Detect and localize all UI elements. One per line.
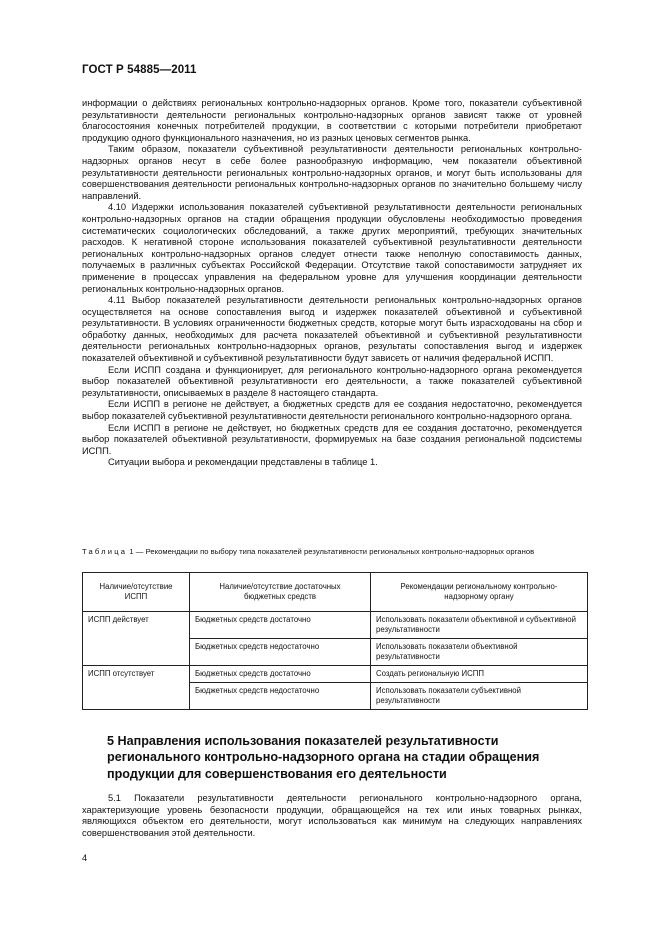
recommendations-table <box>82 572 588 710</box>
table-header-row <box>83 573 588 612</box>
section-5-heading: 5 Направления использования показателей результативности регионального контрольно-надзорного органа на стадии обращения продукции для совершенствования его деятельности <box>107 734 540 781</box>
cell-recommendation: Использовать показатели объективной результативности <box>371 639 588 666</box>
cell-ispp: ИСПП отсутствует <box>83 666 190 710</box>
cell-budget: Бюджетных средств недостаточно <box>190 639 371 666</box>
cell-recommendation: Создать региональную ИСПП <box>371 666 588 683</box>
paragraph: Если ИСПП создана и функционирует, для регионального контрольно-надзорного органа рекомендуется выбор показателей объективной результативности его деятельности, а также показателей субъективной результативности, описываемых в разделе 8 настоящего стандарта. <box>82 364 582 398</box>
table-caption-label: Таблица <box>82 547 128 556</box>
page-number: 4 <box>82 853 88 863</box>
section-5-body <box>82 793 582 839</box>
cell-recommendation: Использовать показатели субъективной результативности <box>371 683 588 710</box>
table-row <box>83 666 588 683</box>
cell-ispp: ИСПП действует <box>83 612 190 666</box>
header-ispp: Наличие/отсутствие ИСПП <box>83 573 190 612</box>
cell-budget: Бюджетных средств недостаточно <box>190 683 371 710</box>
paragraph-4-11: 4.11 Выбор показателей результативности деятельности региональных контрольно-надзорных органов осуществляется на основе сопоставления выгод и издержек показателей объективной и субъективной результативности. В условиях ограниченности бюджетных средств, которые могут быть израсходованы на сбор и обработку данных, необходимых для расчета показателей объективной и субъективной результативности деятельности региональных контрольно-надзорных органов, результаты сопоставления выгод и издержек показателей объективной и субъективной результативности будут зависеть от наличия федеральной ИСПП. <box>82 295 582 364</box>
paragraph: Таким образом, показатели субъективной результативности деятельности региональных контрольно-надзорных органов несут в себе более разнообразную информацию, чем показатели объективной результативности деятельности региональных контрольно-надзорных органов, и могут быть использованы для совершенствования деятельности региональных контрольно-надзорных органов по значительно большему числу направлений. <box>82 144 582 201</box>
paragraph-continuation: информации о действиях региональных контрольно-надзорных органов. Кроме того, показатели субъективной результативности деятельности региональных контрольно-надзорных органов зависят также от уровней благосостояния конечных потребителей продукции, в соответствии с которыми потребители приобретают продукцию одного функционального назначения, но из разных ценовых сегментов рынка. <box>82 98 582 143</box>
paragraph: Ситуации выбора и рекомендации представлены в таблице 1. <box>108 457 378 468</box>
paragraph: Если ИСПП в регионе не действует, а бюджетных средств для ее создания недостаточно, рекомендуется выбор показателей субъективной результативности деятельности регионального контрольно-надзорного органа. <box>82 399 582 422</box>
table-row <box>83 612 588 639</box>
body-text <box>82 98 582 469</box>
cell-budget: Бюджетных средств достаточно <box>190 666 371 683</box>
table-caption-text: 1 — Рекомендации по выбору типа показателей результативности региональных контрольно-надзорных органов <box>129 547 535 556</box>
cell-recommendation: Использовать показатели объективной и субъективной результативности <box>371 612 588 639</box>
header-recommendation: Рекомендации региональному контрольно-надзорному органу <box>371 573 588 612</box>
cell-budget: Бюджетных средств достаточно <box>190 612 371 639</box>
table-caption <box>82 547 588 558</box>
paragraph-5-1: 5.1 Показатели результативности деятельности регионального контрольно-надзорного органа, характеризующие уровень безопасности продукции, обращающейся на тех или иных товарных рынках, являющихся объектом его деятельности, могут использоваться как минимум на следующих направлениях совершенствования этой деятельности. <box>82 793 582 838</box>
standard-header: ГОСТ Р 54885—2011 <box>82 64 197 76</box>
header-budget: Наличие/отсутствие достаточных бюджетных средств <box>190 573 371 612</box>
paragraph: Если ИСПП в регионе не действует, но бюджетных средств для ее создания достаточно, рекомендуется выбор показателей объективной результативности, формируемых на базе создания региональной подсистемы ИСПП. <box>82 422 582 456</box>
paragraph-4-10: 4.10 Издержки использования показателей субъективной результативности деятельности региональных контрольно-надзорных органов на стадии обращения продукции обусловлены необходимостью проведения систематических социологических обследований, а также других мероприятий, требующих значительных расходов. К негативной стороне использования показателей субъективной результативности деятельности региональных контрольно-надзорных органов следует отнести также неполную сопоставимость данных, получаемых в различных субъектах Российской Федерации. Отсутствие такой сопоставимости затрудняет их применение в процессах управления на федеральном уровне для улучшения координации деятельности региональных контрольно-надзорных органов. <box>82 202 582 294</box>
